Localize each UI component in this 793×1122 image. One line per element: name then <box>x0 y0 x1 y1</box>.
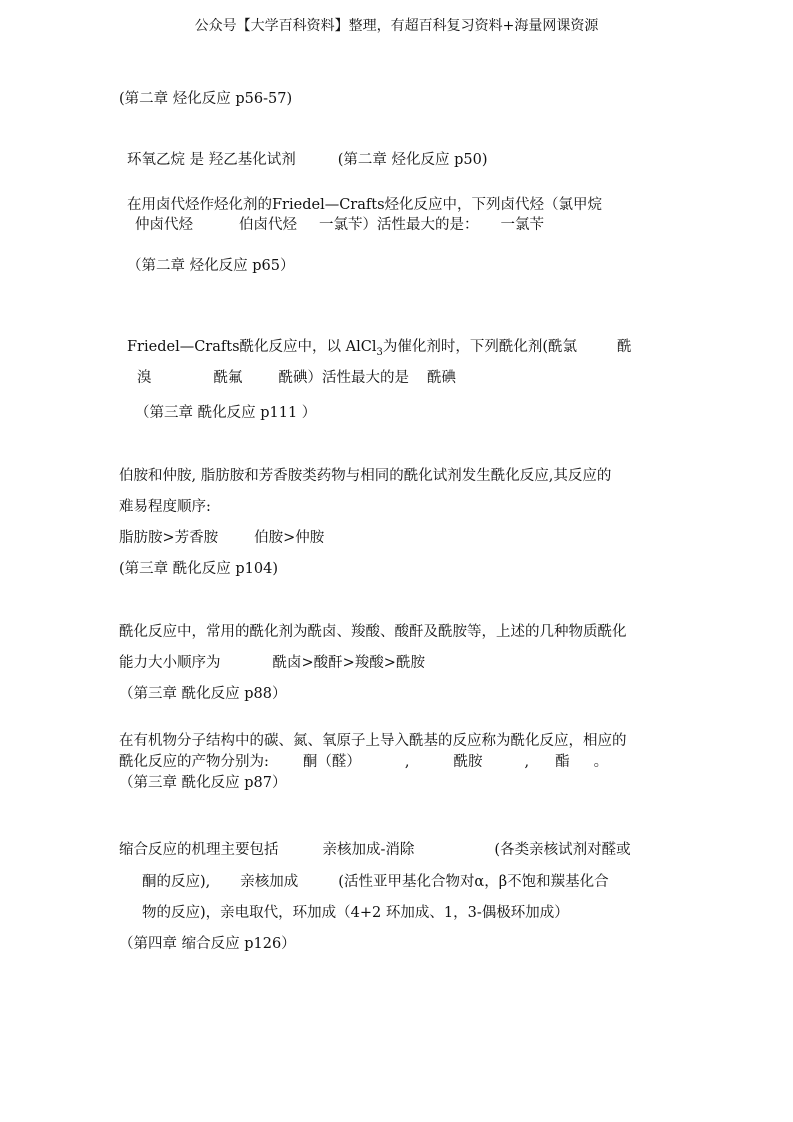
question-answer: 酰卤>酸酐>羧酸>酰胺 <box>272 655 425 671</box>
reference-line: （第三章 酰化反应 p88） <box>119 686 287 702</box>
question-text: 物的反应)，亲电取代，环加成（4+2 环加成、1，3-偶极环加成） <box>142 905 569 921</box>
reference-line: （第三章 酰化反应 p111 ） <box>135 405 317 421</box>
question-answer: 亲核加成 <box>240 874 299 890</box>
question-text: 难易程度顺序: <box>119 499 211 515</box>
question-answer: 酰胺 <box>453 754 483 770</box>
option-text: 一氯苄）活性最大的是： <box>319 217 479 233</box>
question-text-part: 能力大小顺序为 <box>119 655 221 671</box>
reference-line: (第二章 烃化反应 p56-57) <box>119 91 293 107</box>
option-text: 酰氟 <box>213 370 243 386</box>
question-answer: 酰碘 <box>427 370 456 386</box>
question-answer <box>119 528 324 548</box>
question-answer: 亲核加成-消除 <box>322 842 415 858</box>
question-answer: 酯 <box>555 754 570 770</box>
option-text: 酰 <box>617 339 632 355</box>
question-text: 在有机物分子结构中的碳、氮、氧原子上导入酰基的反应称为酰化反应，相应的 <box>119 733 627 749</box>
question-answer: 环氧乙烷 是 羟乙基化试剂 <box>127 152 296 168</box>
question-text-part: Friedel—Crafts酰化反应中，以 AlCl <box>127 339 377 355</box>
question-text <box>142 872 609 892</box>
question-text-part: 缩合反应的机理主要包括 <box>119 842 279 858</box>
question-text-part: 酮的反应), <box>142 874 211 890</box>
question-text-part: (各类亲核试剂对醛或 <box>494 842 631 858</box>
question-text <box>127 150 487 170</box>
reference-line: (第二章 烃化反应 p50) <box>337 152 488 168</box>
question-text <box>127 337 632 363</box>
page-header: 公众号【大学百科资料】整理，有超百科复习资料+海量网课资源 <box>194 18 599 34</box>
reference-line: （第四章 缩合反应 p126） <box>119 936 296 952</box>
reference-line: （第二章 烃化反应 p65） <box>127 258 295 274</box>
separator: , <box>524 754 530 770</box>
subscript: 3 <box>376 347 383 358</box>
question-text <box>119 653 425 673</box>
question-text-part: (活性亚甲基化合物对α，β不饱和羰基化合 <box>338 874 609 890</box>
separator: , <box>404 754 410 770</box>
answer-part: 脂肪胺>芳香胺 <box>119 530 219 546</box>
question-answer: 酮（醛） <box>302 754 361 770</box>
reference-line: （第三章 酰化反应 p87） <box>119 775 287 791</box>
question-answer: 一氯苄 <box>500 217 544 233</box>
question-text-part: 酰化反应的产物分别为: <box>119 754 269 770</box>
option-text: 仲卤代烃 <box>135 217 193 233</box>
question-text <box>137 368 456 388</box>
option-text: 酰碘）活性最大的是 <box>278 370 409 386</box>
separator: 。 <box>593 754 609 770</box>
question-text: 伯胺和仲胺, 脂肪胺和芳香胺类药物与相同的酰化试剂发生酰化反应,其反应的 <box>119 468 612 484</box>
question-text <box>119 840 631 860</box>
option-text: 伯卤代烃 <box>239 217 297 233</box>
answer-part: 伯胺>仲胺 <box>254 530 325 546</box>
reference-line: (第三章 酰化反应 p104) <box>119 561 278 577</box>
question-text: 酰化反应中，常用的酰化剂为酰卤、羧酸、酸酐及酰胺等，上述的几种物质酰化 <box>119 624 627 640</box>
question-text <box>119 752 608 772</box>
question-text: 在用卤代烃作烃化剂的Friedel—Crafts烃化反应中，下列卤代烃（氯甲烷 <box>127 197 603 213</box>
option-text: 溴 <box>137 370 152 386</box>
question-text-part: 为催化剂时，下列酰化剂(酰氯 <box>382 339 577 355</box>
question-text <box>135 215 544 235</box>
